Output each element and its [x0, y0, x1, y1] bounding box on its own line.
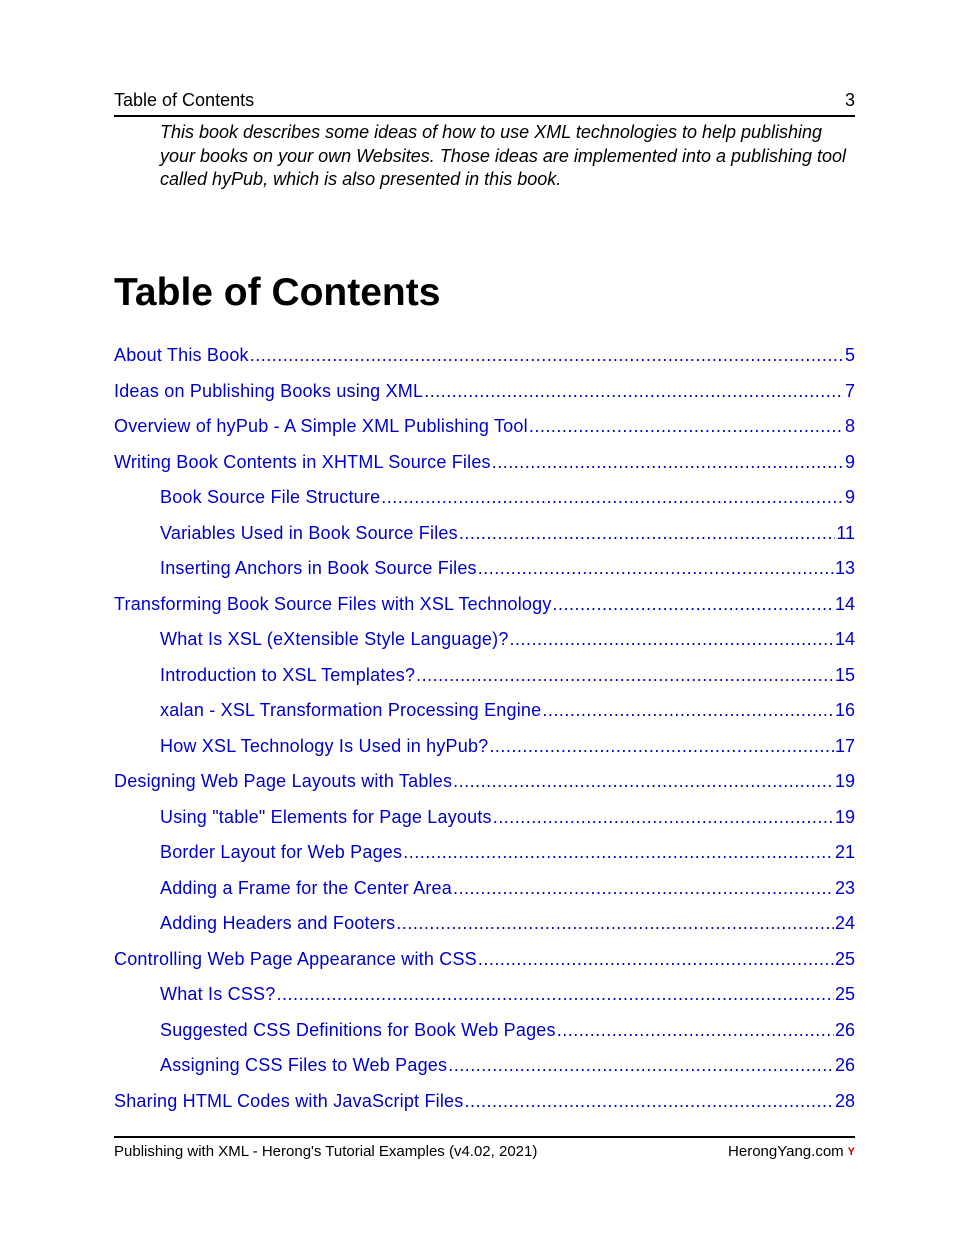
toc-entry-page-number[interactable]: 13: [834, 558, 855, 578]
toc-entry[interactable]: [114, 589, 855, 625]
toc-entry-title[interactable]: Book Source File Structure: [160, 487, 381, 507]
toc-entry-page-number[interactable]: 23: [834, 877, 855, 898]
toc-entry-page-number[interactable]: 7: [844, 380, 855, 401]
toc-entry-title[interactable]: Controlling Web Page Appearance with CSS: [114, 948, 477, 969]
toc-dot-leader: [478, 944, 834, 974]
toc-list: [114, 340, 855, 1121]
toc-entry-page-number[interactable]: 21: [834, 842, 855, 862]
toc-entry-title[interactable]: Using "table" Elements for Page Layouts: [160, 806, 492, 827]
toc-entry-title[interactable]: Border Layout for Web Pages: [160, 842, 403, 862]
toc-dot-leader: [489, 731, 834, 761]
toc-entry-title[interactable]: Introduction to XSL Templates?: [160, 664, 416, 685]
toc-entry-title[interactable]: xalan - XSL Transformation Processing Engine: [160, 700, 542, 720]
toc-entry-title[interactable]: How XSL Technology Is Used in hyPub?: [160, 735, 489, 756]
toc-entry[interactable]: [114, 802, 855, 838]
intro-paragraph: This book describes some ideas of how to use XML technologies to help publishing your books on your own Websites. Those ideas are implemented into a publishing tool called hyPub, which is also presented in this book.: [160, 122, 847, 189]
toc-entry[interactable]: [114, 837, 855, 873]
toc-entry[interactable]: [114, 695, 855, 731]
footer-site: [728, 1140, 855, 1164]
toc-entry[interactable]: [114, 376, 855, 412]
toc-dot-leader: [403, 837, 834, 867]
toc-entry-title[interactable]: About This Book: [114, 345, 249, 365]
toc-entry-page-number[interactable]: 14: [834, 629, 855, 649]
toc-entry-title[interactable]: Transforming Book Source Files with XSL Technology: [114, 593, 552, 614]
toc-entry-title[interactable]: Sharing HTML Codes with JavaScript Files: [114, 1090, 464, 1111]
toc-entry[interactable]: [114, 411, 855, 447]
toc-entry-page-number[interactable]: 24: [834, 913, 855, 933]
toc-entry-page-number[interactable]: 14: [834, 593, 855, 614]
toc-entry-title[interactable]: Overview of hyPub - A Simple XML Publishing Tool: [114, 416, 528, 436]
footer-site-name[interactable]: HerongYang.com: [728, 1143, 844, 1160]
toc-entry[interactable]: [114, 1050, 855, 1086]
toc-entry-page-number[interactable]: 28: [834, 1090, 855, 1111]
toc-dot-leader: [416, 660, 834, 690]
toc-dot-leader: [542, 695, 834, 725]
toc-entry-title[interactable]: Adding Headers and Footers: [160, 913, 396, 933]
toc-dot-leader: [493, 802, 834, 832]
toc-dot-leader: [557, 1015, 834, 1045]
toc-entry-page-number[interactable]: 17: [834, 735, 855, 756]
footer-book-title: Publishing with XML - Herong's Tutorial Examples (v4.02, 2021): [114, 1143, 538, 1160]
running-footer: [114, 1136, 855, 1164]
toc-entry-page-number[interactable]: 16: [834, 700, 855, 720]
toc-entry[interactable]: [114, 766, 855, 802]
toc-entry-page-number[interactable]: 19: [834, 771, 855, 791]
toc-dot-leader: [396, 908, 834, 938]
toc-entry[interactable]: [114, 660, 855, 696]
toc-entry-page-number[interactable]: 25: [834, 948, 855, 969]
toc-entry[interactable]: [114, 518, 855, 554]
running-header: [114, 89, 855, 117]
toc-entry[interactable]: [114, 624, 855, 660]
toc-entry-title[interactable]: What Is XSL (eXtensible Style Language)?: [160, 629, 509, 649]
toc-entry-title[interactable]: Variables Used in Book Source Files: [160, 522, 458, 543]
toc-entry-page-number[interactable]: 8: [844, 416, 855, 436]
toc-entry-title[interactable]: What Is CSS?: [160, 984, 276, 1004]
toc-entry[interactable]: [114, 944, 855, 980]
toc-entry-title[interactable]: Assigning CSS Files to Web Pages: [160, 1055, 448, 1075]
toc-dot-leader: [492, 447, 844, 477]
toc-entry-title[interactable]: Writing Book Contents in XHTML Source Files: [114, 451, 491, 472]
toc-entry-title[interactable]: Suggested CSS Definitions for Book Web Pages: [160, 1019, 556, 1040]
toc-entry-page-number[interactable]: 11: [836, 522, 855, 543]
toc-dot-leader: [250, 340, 844, 370]
toc-entry-page-number[interactable]: 9: [844, 451, 855, 472]
toc-entry[interactable]: [114, 1086, 855, 1122]
toc-entry-title[interactable]: Ideas on Publishing Books using XML: [114, 380, 424, 401]
toc-dot-leader: [276, 979, 834, 1009]
toc-heading: Table of Contents: [114, 271, 441, 314]
toc-entry[interactable]: [114, 1015, 855, 1051]
toc-entry[interactable]: [114, 908, 855, 944]
toc-entry[interactable]: [114, 482, 855, 518]
toc-entry-page-number[interactable]: 19: [834, 806, 855, 827]
toc-entry[interactable]: [114, 873, 855, 909]
toc-entry-page-number[interactable]: 25: [834, 984, 855, 1004]
toc-dot-leader: [529, 411, 844, 441]
toc-dot-leader: [478, 553, 834, 583]
toc-entry-page-number[interactable]: 15: [834, 664, 855, 685]
toc-dot-leader: [553, 589, 834, 619]
toc-entry-page-number[interactable]: 9: [844, 487, 855, 507]
toc-dot-leader: [381, 482, 844, 512]
toc-dot-leader: [424, 376, 844, 406]
site-logo-icon: Y: [847, 1146, 855, 1158]
toc-entry-title[interactable]: Inserting Anchors in Book Source Files: [160, 558, 477, 578]
toc-entry-page-number[interactable]: 26: [834, 1019, 855, 1040]
toc-dot-leader: [510, 624, 834, 654]
toc-entry[interactable]: [114, 731, 855, 767]
toc-entry-page-number[interactable]: 26: [834, 1055, 855, 1075]
toc-entry[interactable]: [114, 340, 855, 376]
toc-dot-leader: [453, 873, 834, 903]
toc-dot-leader: [459, 518, 836, 548]
toc-entry[interactable]: [114, 979, 855, 1015]
toc-entry-page-number[interactable]: 5: [844, 345, 855, 365]
toc-dot-leader: [464, 1086, 834, 1116]
toc-entry[interactable]: [114, 553, 855, 589]
toc-entry[interactable]: [114, 447, 855, 483]
toc-dot-leader: [448, 1050, 834, 1080]
header-page-number: 3: [844, 90, 855, 110]
toc-entry-title[interactable]: Adding a Frame for the Center Area: [160, 877, 452, 898]
toc-entry-title[interactable]: Designing Web Page Layouts with Tables: [114, 771, 453, 791]
header-title: Table of Contents: [114, 90, 255, 110]
toc-dot-leader: [453, 766, 834, 796]
